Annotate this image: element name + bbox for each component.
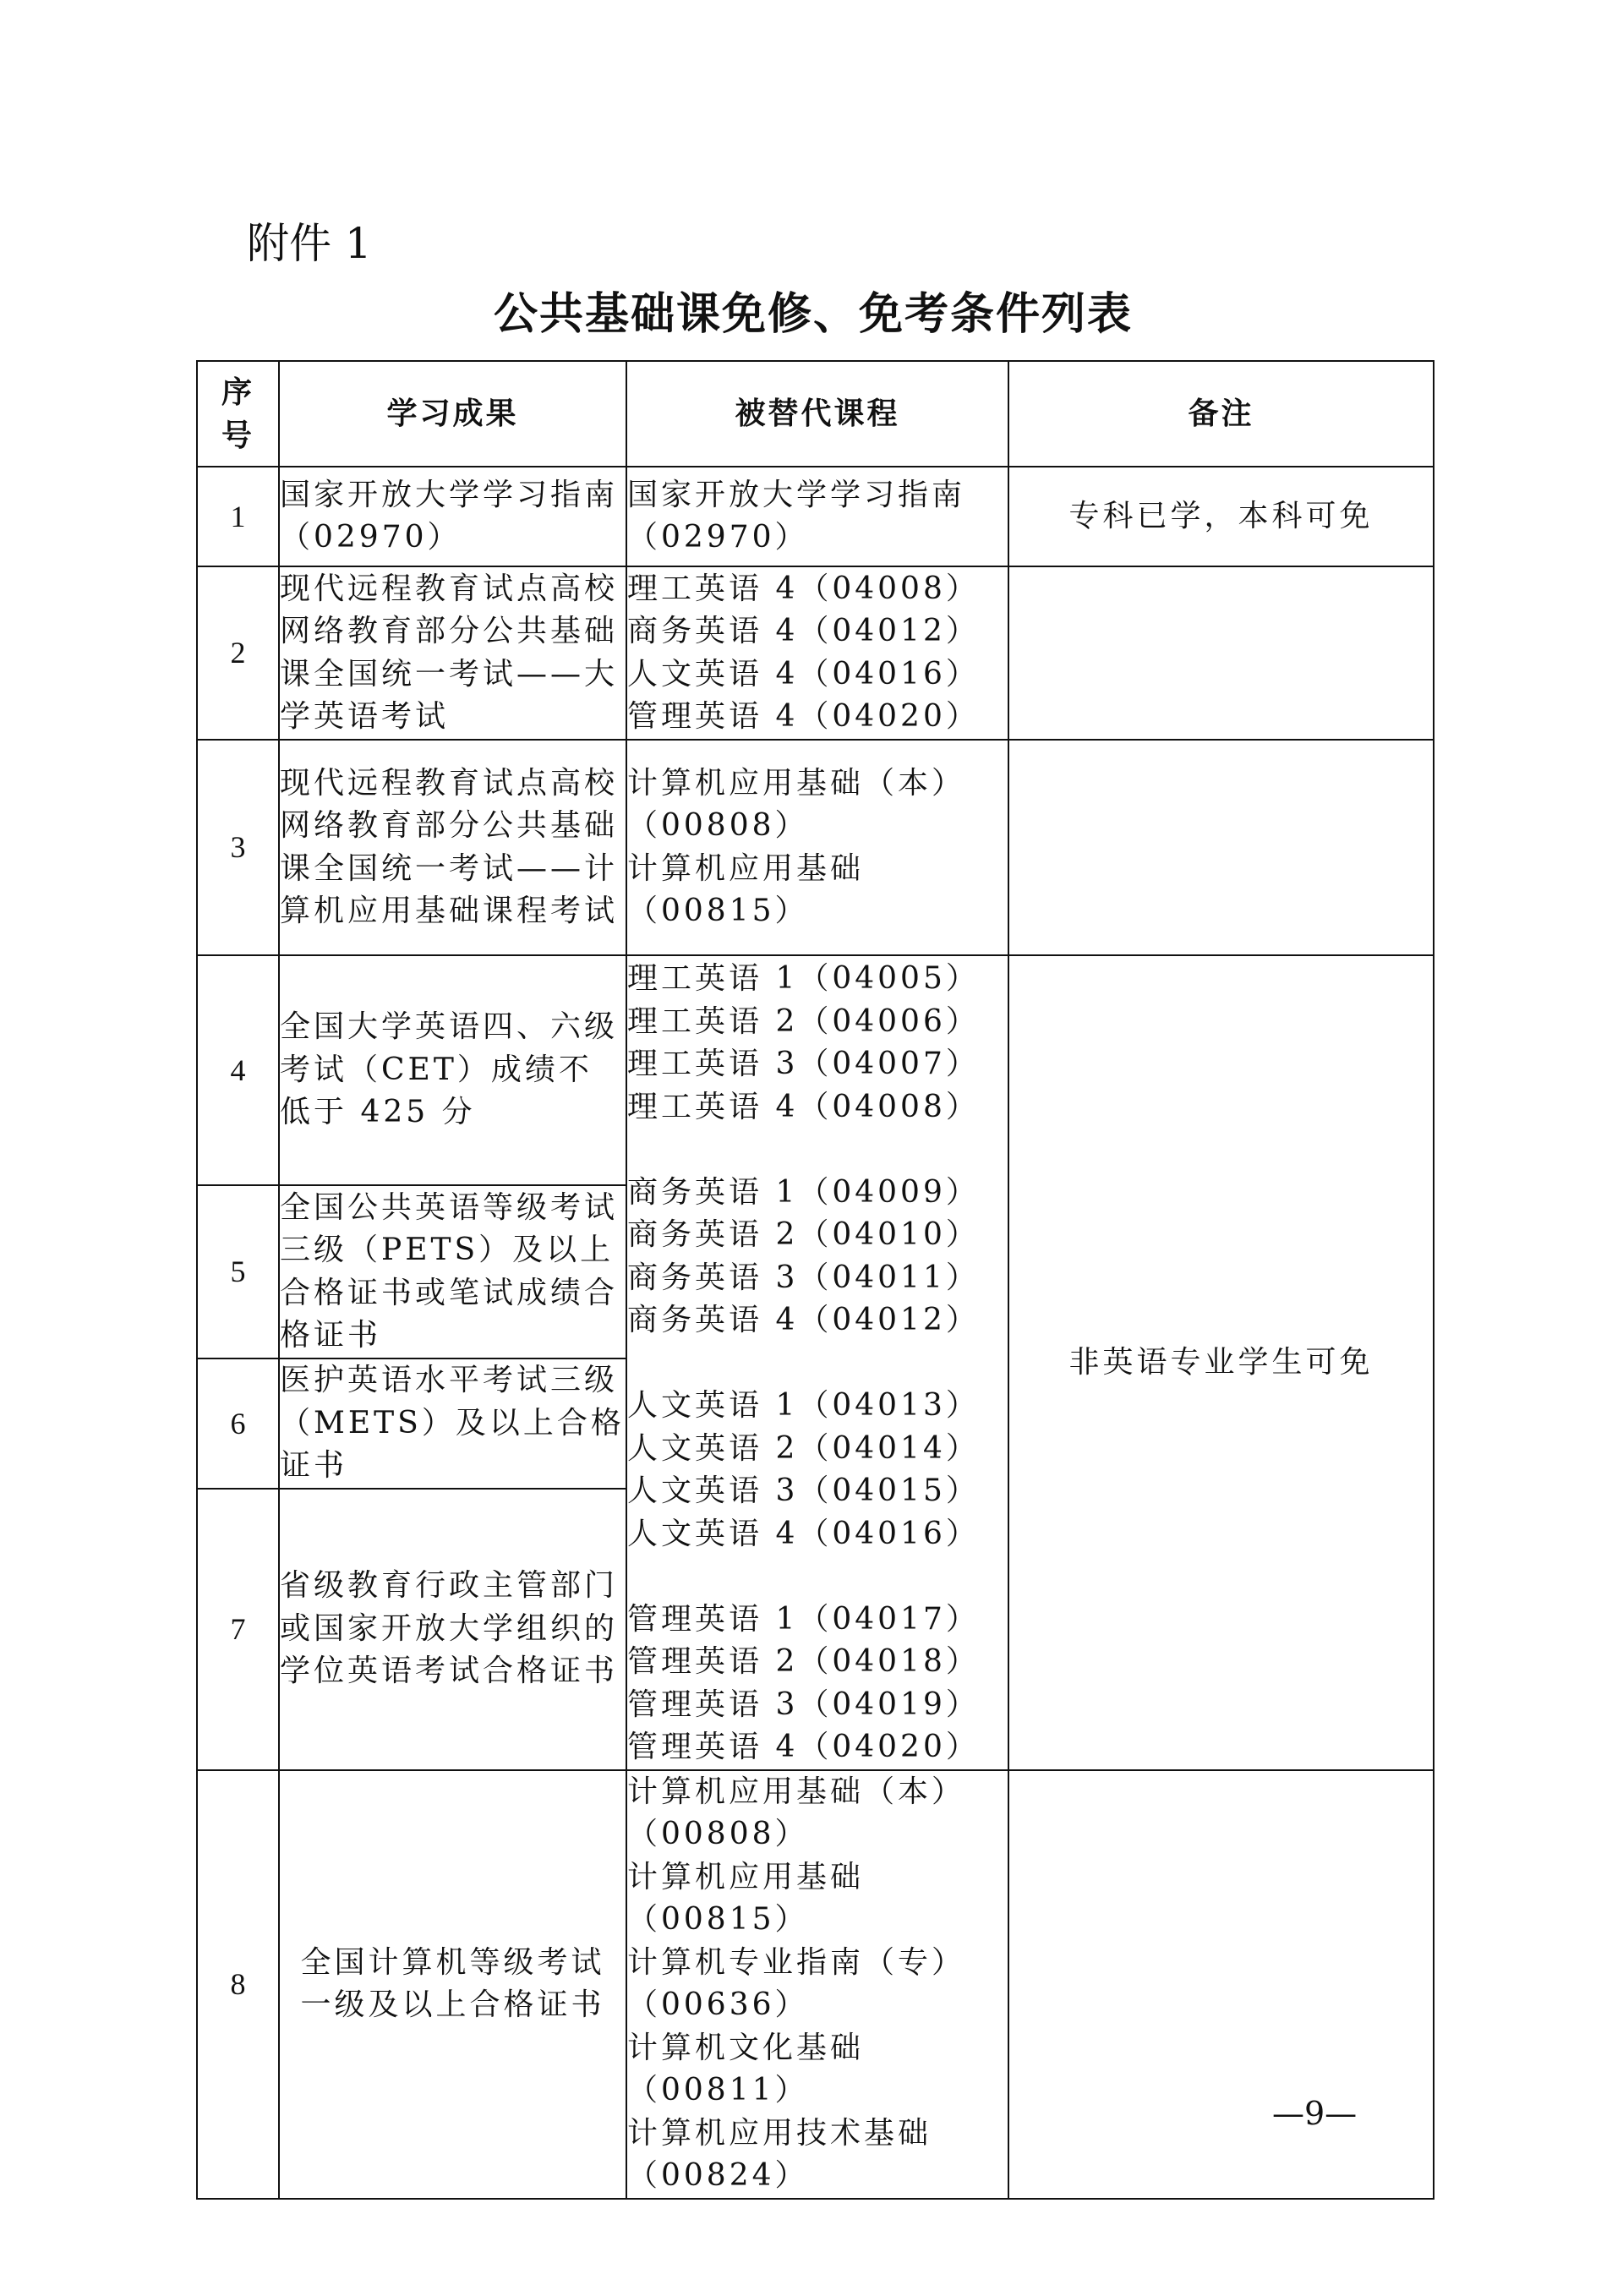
table-row [197,955,1434,1185]
table-row [197,467,1434,566]
learning-result: 省级教育行政主管部门或国家开放大学组织的学位英语考试合格证书 [279,1489,626,1770]
column-header-no: 序 号 [197,361,279,467]
row-number: 3 [197,740,279,955]
row-number: 7 [197,1489,279,1770]
table-row [197,566,1434,740]
learning-result: 全国大学英语四、六级考试（CET）成绩不低于 425 分 [279,955,626,1185]
replaced-course: 计算机应用基础（本） （00808） 计算机应用基础（00815） [626,740,1008,955]
note: 专科已学，本科可免 [1008,467,1434,566]
note [1008,740,1434,955]
learning-result: 全国公共英语等级考试三级（PETS）及以上合格证书或笔试成绩合格证书 [279,1185,626,1358]
learning-result: 全国计算机等级考试一级及以上合格证书 [279,1770,626,2199]
replaced-course: 计算机应用基础（本） （00808） 计算机应用基础（00815） 计算机专业指南（专） （00636） 计算机文化基础（00811） 计算机应用技术基础 （00824） [626,1770,1008,2199]
exemption-table [196,360,1434,2200]
note: 非英语专业学生可免 [1008,955,1434,1770]
learning-result: 医护英语水平考试三级（METS）及以上合格证书 [279,1358,626,1489]
replaced-course: 理工英语 1（04005） 理工英语 2（04006） 理工英语 3（04007） 理工英语 4（04008） 商务英语 1（04009） 商务英语 2（04010） 商务英语 3（04011） 商务英语 4（04012） 人文英语 1（04013） 人文英语 2（04014） 人文英语 3（04015） 人文英语 4（04016） 管理英语 1（04017） 管理英语 2（04018） 管理英语 3（04019） 管理英语 4（04020） [626,955,1008,1770]
replaced-course: 理工英语 4（04008） 商务英语 4（04012） 人文英语 4（04016） 管理英语 4（04020） [626,566,1008,740]
document-title: 公共基础课免修、免考条件列表 [493,288,1133,340]
row-number: 2 [197,566,279,740]
column-header-course: 被替代课程 [626,361,1008,467]
note [1008,1770,1434,2199]
column-header-result: 学习成果 [279,361,626,467]
table-row [197,740,1434,955]
learning-result: 现代远程教育试点高校网络教育部分公共基础课全国统一考试——大学英语考试 [279,566,626,740]
table-row [197,1770,1434,2199]
page-number: —9— [1272,2095,1358,2132]
table-header-row [197,361,1434,467]
learning-result: 现代远程教育试点高校网络教育部分公共基础课全国统一考试——计算机应用基础课程考试 [279,740,626,955]
replaced-course: 国家开放大学学习指南（02970） [626,467,1008,566]
row-number: 1 [197,467,279,566]
row-number: 6 [197,1358,279,1489]
row-number: 5 [197,1185,279,1358]
column-header-note: 备注 [1008,361,1434,467]
row-number: 4 [197,955,279,1185]
learning-result: 国家开放大学学习指南（02970） [279,467,626,566]
note [1008,566,1434,740]
row-number: 8 [197,1770,279,2199]
attachment-label: 附件 1 [247,219,372,268]
